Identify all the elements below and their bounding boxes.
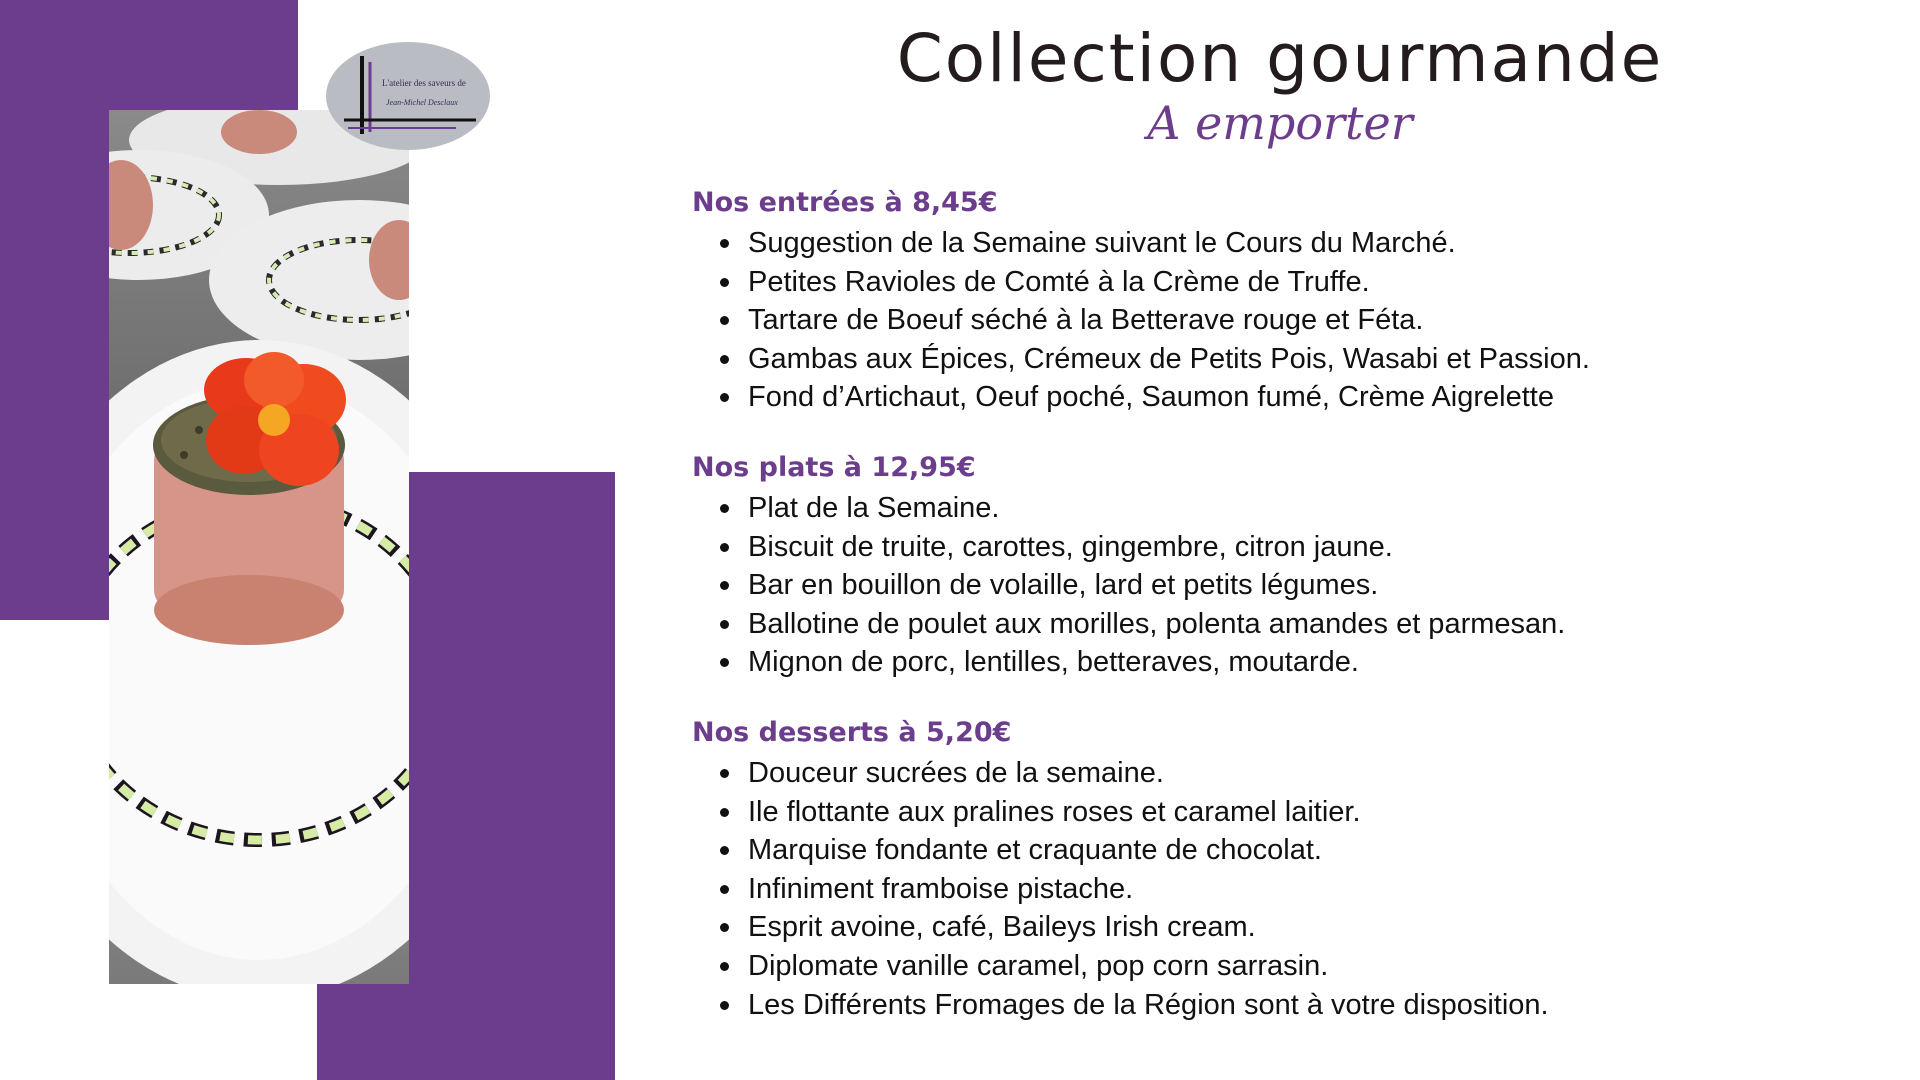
section-desserts bbox=[692, 716, 1872, 1024]
page-title: Collection gourmande bbox=[896, 20, 1664, 97]
list-item: Suggestion de la Semaine suivant le Cours du Marché. bbox=[692, 224, 1872, 263]
list-item: Ballotine de poulet aux morilles, polenta amandes et parmesan. bbox=[692, 605, 1872, 644]
item-list bbox=[692, 754, 1872, 1024]
list-item: Mignon de porc, lentilles, betteraves, moutarde. bbox=[692, 643, 1872, 682]
dish-photo bbox=[109, 110, 409, 984]
list-item: Biscuit de truite, carottes, gingembre, citron jaune. bbox=[692, 528, 1872, 567]
item-list bbox=[692, 489, 1872, 682]
section-plats bbox=[692, 451, 1872, 682]
list-item: Diplomate vanille caramel, pop corn sarrasin. bbox=[692, 947, 1872, 986]
logo-line-2: Jean-Michel Desclaux bbox=[386, 98, 458, 107]
list-item: Marquise fondante et craquante de chocolat. bbox=[692, 831, 1872, 870]
list-item: Fond d’Artichaut, Oeuf poché, Saumon fumé, Crème Aigrelette bbox=[692, 378, 1872, 417]
section-title: Nos desserts à 5,20€ bbox=[692, 716, 1012, 748]
section-title: Nos plats à 12,95€ bbox=[692, 451, 976, 483]
list-item: Plat de la Semaine. bbox=[692, 489, 1872, 528]
list-item: Bar en bouillon de volaille, lard et petits légumes. bbox=[692, 566, 1872, 605]
item-list bbox=[692, 224, 1872, 417]
list-item: Gambas aux Épices, Crémeux de Petits Pois, Wasabi et Passion. bbox=[692, 340, 1872, 379]
list-item: Tartare de Boeuf séché à la Betterave rouge et Féta. bbox=[692, 301, 1872, 340]
list-item: Ile flottante aux pralines roses et caramel laitier. bbox=[692, 793, 1872, 832]
list-item: Infiniment framboise pistache. bbox=[692, 870, 1872, 909]
restaurant-logo bbox=[326, 42, 490, 150]
menu bbox=[692, 186, 1872, 1058]
list-item: Les Différents Fromages de la Région sont à votre disposition. bbox=[692, 986, 1872, 1025]
logo-line-1: L'atelier des saveurs de bbox=[382, 78, 466, 88]
list-item: Petites Ravioles de Comté à la Crème de Truffe. bbox=[692, 263, 1872, 302]
page-subtitle: A emporter bbox=[1147, 96, 1413, 150]
list-item: Esprit avoine, café, Baileys Irish cream. bbox=[692, 908, 1872, 947]
list-item: Douceur sucrées de la semaine. bbox=[692, 754, 1872, 793]
section-title: Nos entrées à 8,45€ bbox=[692, 187, 998, 218]
section-entrees bbox=[692, 186, 1872, 417]
